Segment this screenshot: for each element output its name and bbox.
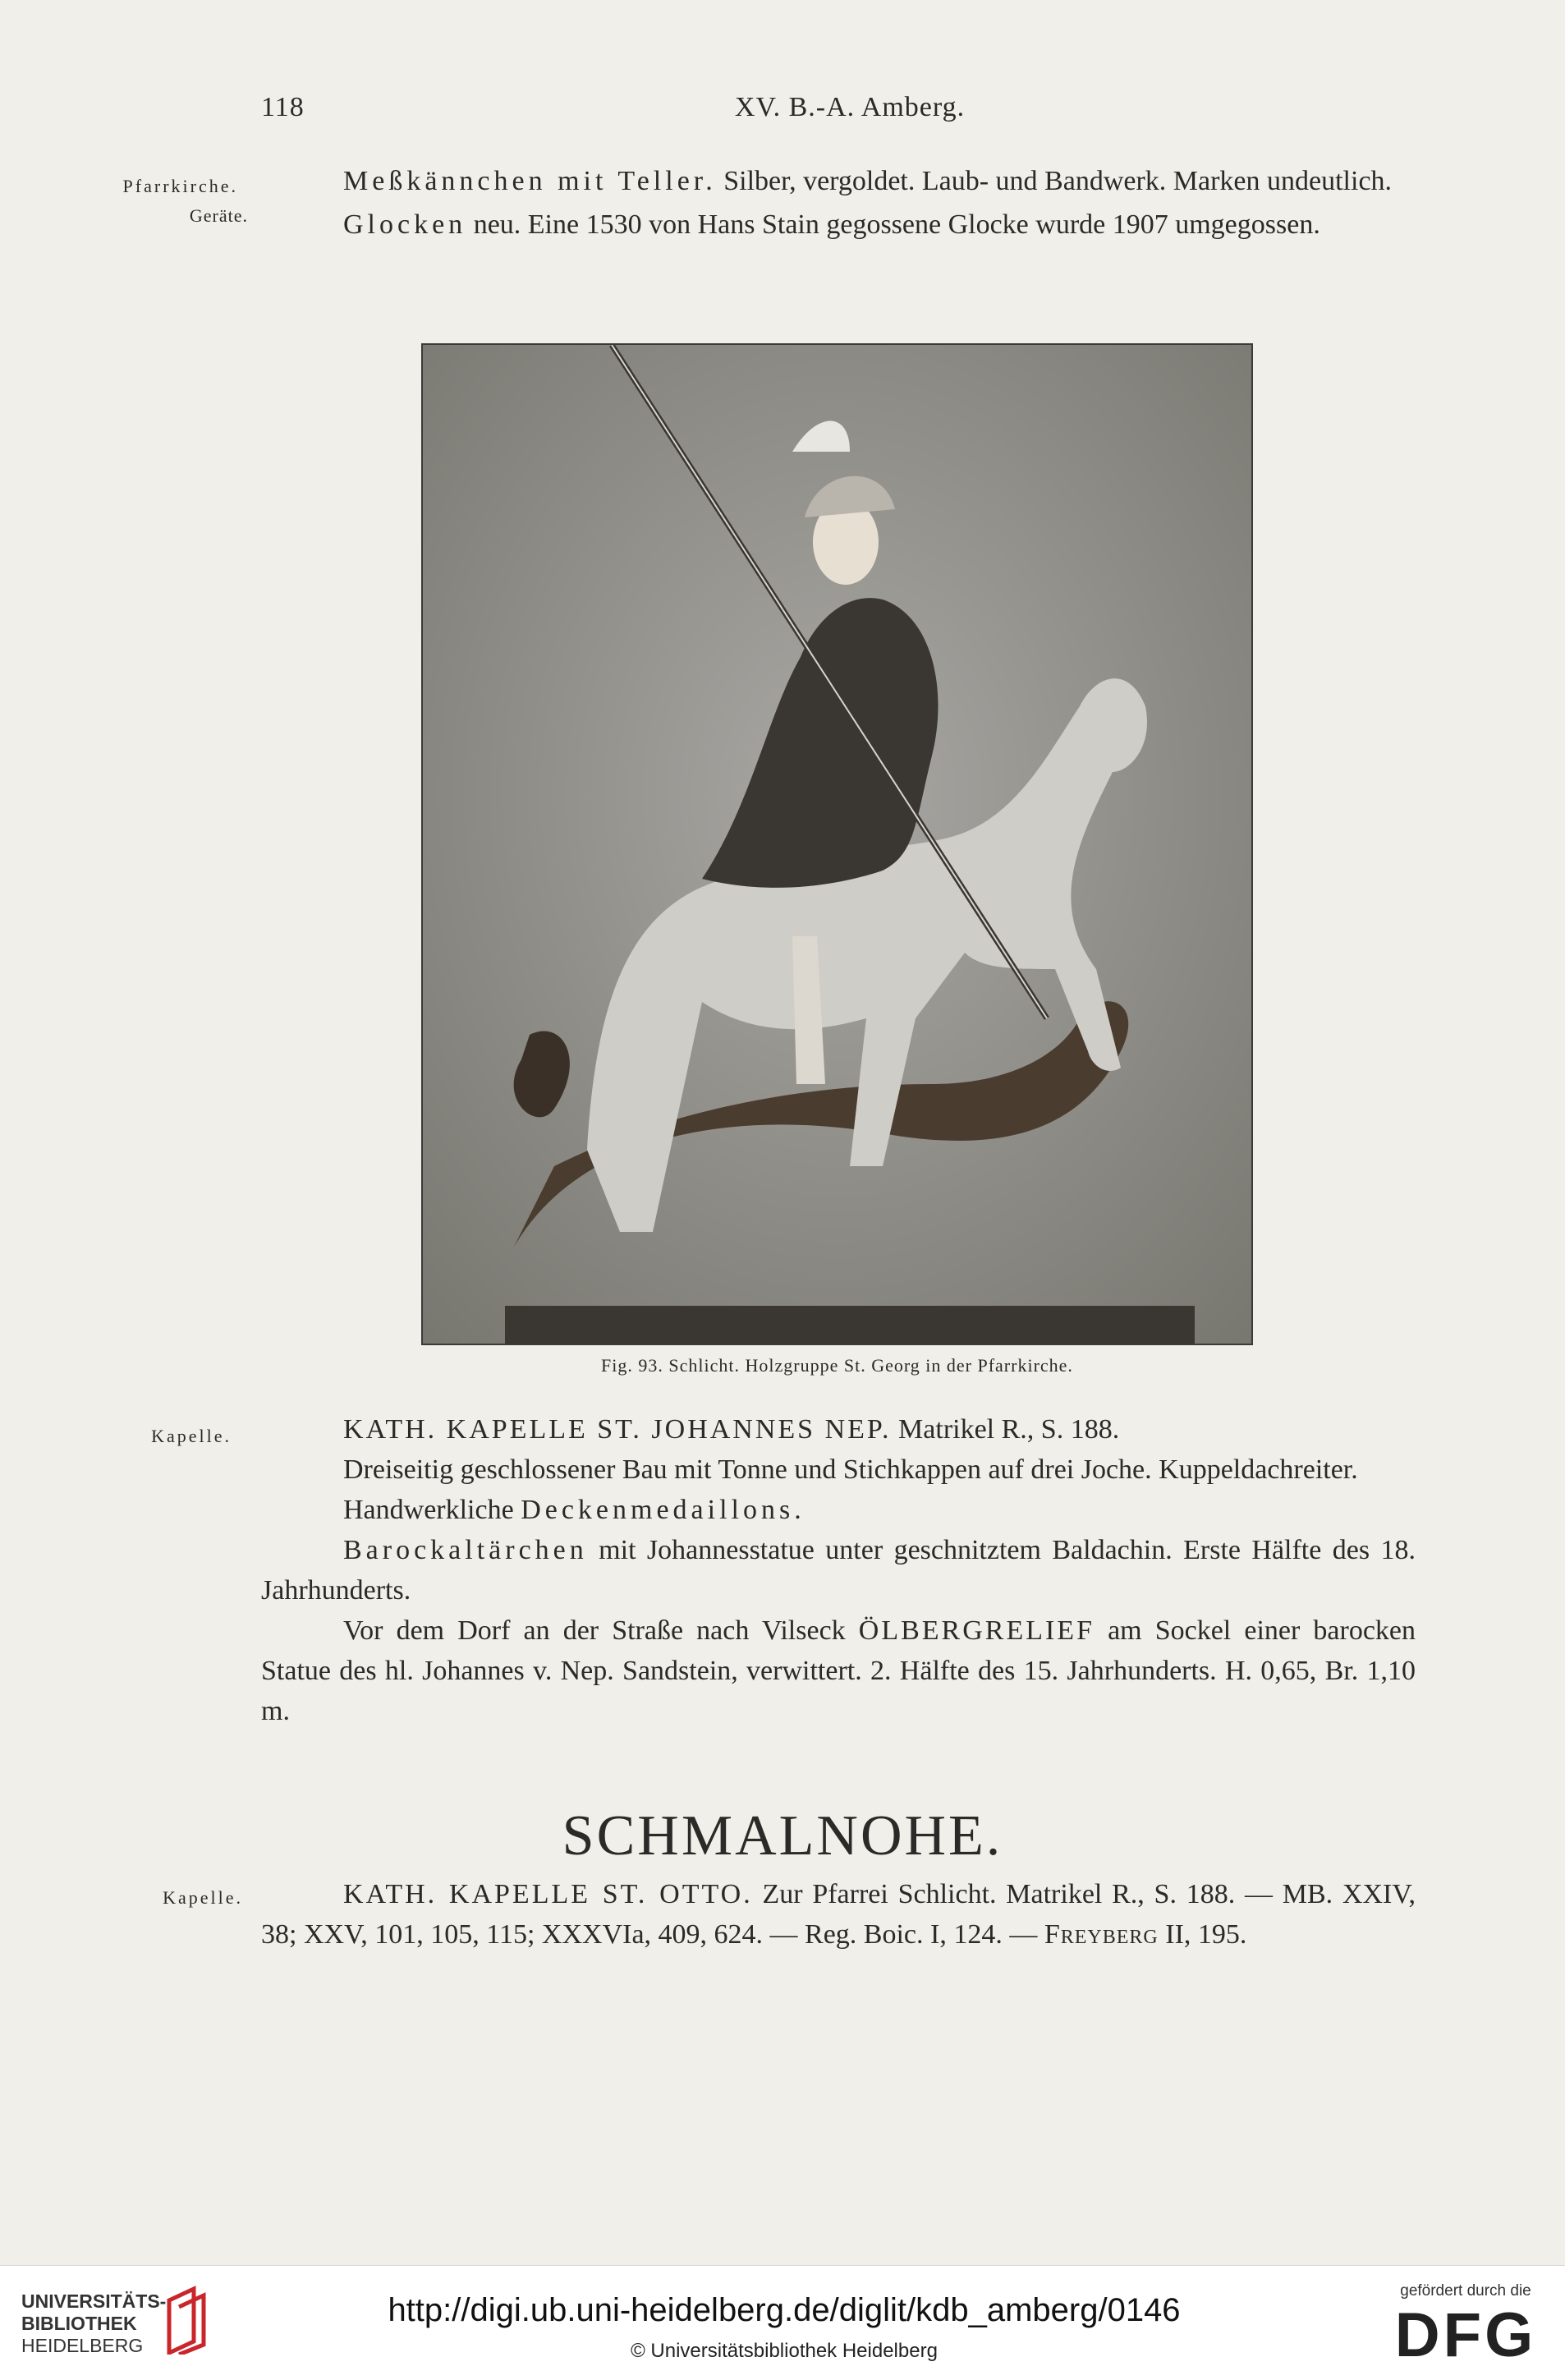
copyright-notice: © Universitätsbibliothek Heidelberg	[631, 2340, 938, 2362]
library-book-icon	[161, 2284, 210, 2355]
figure-photo	[421, 343, 1253, 1345]
intro-paragraphs	[261, 161, 1416, 245]
paragraph-text: mit Johannesstatue unter geschnitztem Baldachin. Erste Hälfte des 18. Jahrhunderts.	[261, 1535, 1416, 1606]
paragraph-text: am Sockel einer barocken Statue des hl. Johannes v. Nep. Sandstein, verwittert. 2. Hälfte des 15. Jahrhunderts. H. 0,65, Br. 1,10 m.	[261, 1615, 1416, 1726]
library-logo[interactable]	[21, 2290, 202, 2361]
section-johannes	[261, 1409, 1416, 1731]
paragraph-text: Zur Pfarrei Schlicht. Matrikel R., S. 188. — MB. XXIV, 38; XXV, 101, 105, 115; XXXVIa, 409, 624. — Reg. Boic. I, 124. —	[261, 1879, 1416, 1950]
paragraph-bau: Dreiseitig geschlossener Bau mit Tonne und Stichkappen auf drei Joche. Kuppeldachreiter.	[343, 1454, 1358, 1485]
heading-text: KATH. KAPELLE ST. OTTO.	[343, 1879, 753, 1909]
term-barockaltaerchen: Barockaltärchen	[343, 1535, 588, 1565]
library-name-line2: BIBLIOTHEK	[21, 2313, 137, 2334]
figure-caption: Fig. 93. Schlicht. Holzgruppe St. Georg in der Pfarrkirche.	[601, 1355, 1073, 1376]
section-heading-johannes	[261, 1409, 1416, 1450]
paragraph-text: Silber, vergoldet. Laub- und Bandwerk. Marken undeutlich.	[716, 166, 1393, 196]
paragraph-text: Handwerkliche	[343, 1495, 521, 1525]
term-glocken: Glocken	[343, 209, 467, 240]
margin-note-geraete: Geräte.	[189, 205, 248, 226]
paragraph-barockaltaerchen	[261, 1530, 1416, 1610]
running-title: XV. B.-A. Amberg.	[734, 92, 966, 122]
paragraph-text: neu. Eine 1530 von Hans Stain gegossene Glocke wurde 1907 umgegossen.	[466, 209, 1320, 240]
heading-reference: Matrikel R., S. 188.	[891, 1414, 1120, 1445]
st-georg-sculpture-image	[423, 345, 1251, 1344]
viewer-footer	[0, 2265, 1565, 2380]
author-name: Freyberg	[1044, 1919, 1159, 1950]
paragraph-text: .	[794, 1495, 801, 1525]
page-number: 118	[261, 92, 305, 122]
term-messkaennchen: Meßkännchen mit Teller.	[343, 166, 717, 196]
permalink-url[interactable]: http://digi.ub.uni-heidelberg.de/diglit/kdb_amberg/0146	[388, 2292, 1181, 2328]
paragraph-deckenmedaillons	[261, 1490, 1416, 1530]
term-oelbergrelief: ÖLBERGRELIEF	[858, 1615, 1095, 1646]
section-heading-otto	[261, 1874, 1416, 1955]
term-deckenmedaillons: Deckenmedaillons	[521, 1495, 795, 1525]
paragraph-text: Vor dem Dorf an der Straße nach Vilseck	[343, 1615, 859, 1646]
place-title: SCHMALNOHE.	[562, 1804, 1003, 1868]
library-name-line1: UNIVERSITÄTS-	[21, 2290, 167, 2312]
margin-note-kapelle-1: Kapelle.	[151, 1426, 232, 1446]
section-otto	[261, 1874, 1416, 1955]
paragraph-messkaennchen	[261, 161, 1416, 201]
margin-note-pfarrkirche: Pfarrkirche.	[122, 176, 238, 196]
funding-note: gefördert durch die	[1400, 2282, 1531, 2300]
dfg-logo[interactable]: DFG	[1394, 2300, 1537, 2370]
heading-text: KATH. KAPELLE ST. JOHANNES NEP.	[343, 1414, 892, 1445]
margin-note-kapelle-2: Kapelle.	[163, 1887, 243, 1908]
paragraph-glocken	[261, 204, 1416, 245]
paragraph-text: II, 195.	[1158, 1919, 1247, 1950]
library-name-line3: HEIDELBERG	[21, 2335, 144, 2356]
paragraph-oelbergrelief	[261, 1610, 1416, 1731]
